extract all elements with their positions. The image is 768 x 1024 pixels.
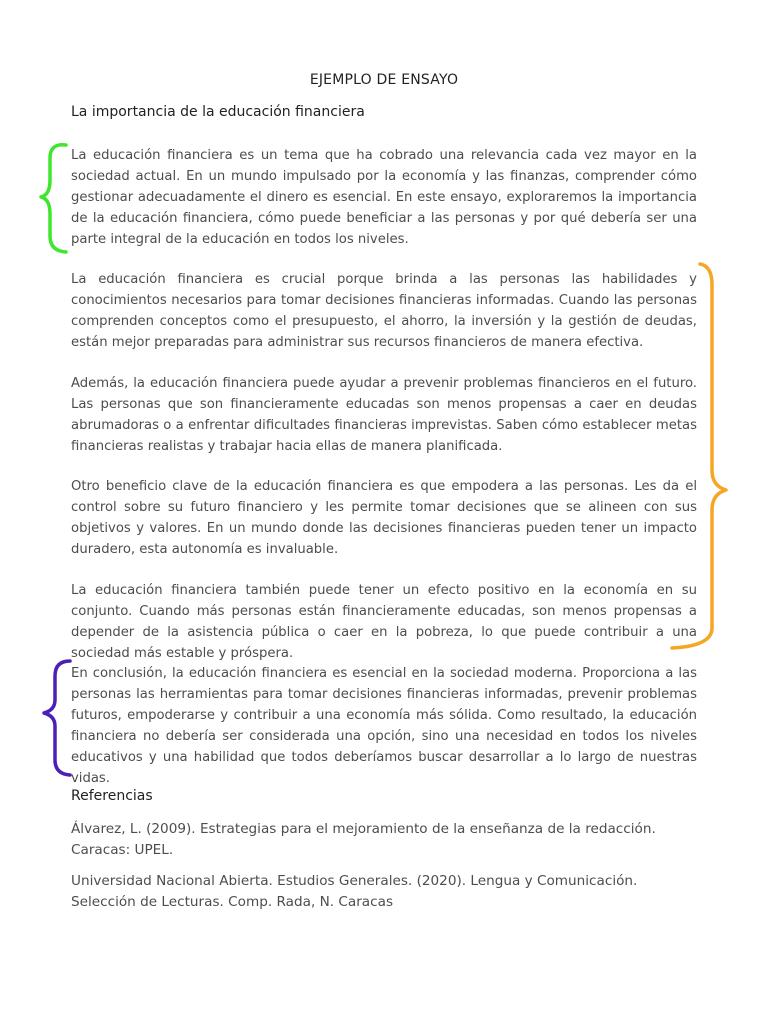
conclusion-bracket (44, 661, 70, 775)
reference-item: Universidad Nacional Abierta. Estudios Generales. (2020). Lengua y Comunicación. Selección de Lecturas. Comp. Rada, N. Caracas (71, 873, 638, 910)
introduction-bracket (41, 145, 66, 252)
reference-item: Álvarez, L. (2009). Estrategias para el mejoramiento de la enseñanza de la redacción. Caracas: UPEL. (71, 821, 656, 858)
development-bracket (672, 264, 726, 648)
paragraph-development-1: La educación financiera es crucial porque brinda a las personas las habilidades y conocimientos necesarios para tomar decisiones financieras informadas. Cuando las personas comprenden conceptos como el presupuesto, el ahorro, la inversión y la gestión de deudas, están mejor preparadas para administrar sus recursos financieros de manera efectiva. (71, 272, 697, 350)
paragraph-development-4: La educación financiera también puede tener un efecto positivo en la economía en su conjunto. Cuando más personas están financieramente educadas, son menos propensas a depender de la asistencia pública o caer en la pobreza, lo que puede contribuir a una sociedad más estable y próspera. (71, 583, 697, 661)
references-heading: Referencias (71, 788, 153, 804)
paragraph-introduction: La educación financiera es un tema que ha cobrado una relevancia cada vez mayor en la sociedad actual. En un mundo impulsado por la economía y las finanzas, comprender cómo gestionar adecuadamente el dinero es esencial. En este ensayo, exploraremos la importancia de la educación financiera, cómo puede beneficiar a las personas y por qué debería ser una parte integral de la educación en todos los niveles. (71, 148, 697, 247)
essay-subtitle: La importancia de la educación financiera (71, 104, 365, 120)
paragraph-development-3: Otro beneficio clave de la educación financiera es que empodera a las personas. Les da el control sobre su futuro financiero y les permite tomar decisiones que se alineen con sus objetivos y valores. En un mundo donde las decisiones financieras pueden tener un impacto duradero, esta autonomía es invaluable. (71, 479, 697, 557)
paragraph-development-2: Además, la educación financiera puede ayudar a prevenir problemas financieros en el futuro. Las personas que son financieramente educadas son menos propensas a caer en deudas abrumadoras o a enfrentar dificultades financieras imprevistas. Saben cómo establecer metas financieras realistas y trabajar hacia ellas de manera planificada. (71, 376, 697, 454)
document-title: EJEMPLO DE ENSAYO (309, 72, 459, 88)
paragraph-conclusion: En conclusión, la educación financiera es esencial en la sociedad moderna. Proporciona a las personas las herramientas para tomar decisiones financieras informadas, prevenir problemas futuros, empoderarse y contribuir a una economía más sólida. Como resultado, la educación financiera no debería ser considerada una opción, sino una necesidad en todos los niveles educativos y una habilidad que todos deberíamos buscar desarrollar a lo largo de nuestras vidas. (71, 666, 697, 786)
